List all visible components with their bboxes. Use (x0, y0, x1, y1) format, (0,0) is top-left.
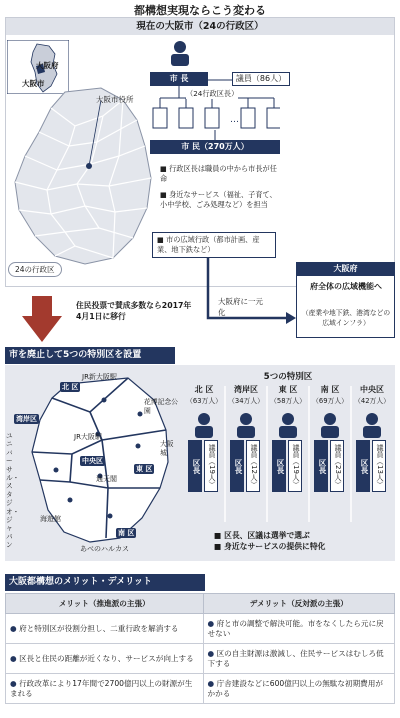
mayor-person-icon (168, 40, 192, 66)
map-label-east: 東 区 (136, 465, 153, 473)
ward-members-box-east: 議員（19人） (288, 440, 302, 492)
demerit-cell: ● 区の自主財源は激減し、住民サービスはむしろ低下する (203, 644, 394, 674)
map-label-bay: 湾岸区 (16, 415, 37, 423)
ward-head-box-central: 区長 (356, 440, 370, 492)
merit-cell: ● 区長と住民の距離が近くなり、サービスが向上する (6, 644, 204, 674)
svg-text:…: … (230, 115, 239, 125)
ward-members-box-south: 議員（23人） (330, 440, 344, 492)
map-label-abeno-harukas: あべのハルカス (80, 545, 129, 553)
table-header-row (6, 594, 395, 614)
map-label-north: 北 区 (62, 383, 79, 391)
transition-arrow (22, 296, 62, 342)
map-label-jr-shin-osaka: JR新大阪駅 (82, 373, 117, 381)
osaka-fu-label: 大阪府 (36, 61, 59, 70)
demerit-cell: ● 庁舎建設などに600億円以上の無駄な初期費用がかかる (203, 674, 394, 704)
ward-population: （42万人） (354, 397, 390, 405)
ward-members-box-north: 議員（19人） (204, 440, 218, 492)
map-label-central: 中央区 (82, 457, 103, 465)
merit-column-header: メリット（推進派の主張） (6, 594, 204, 614)
table-row (6, 614, 395, 644)
merit-cell: ● 府と特別区が役割分担し、二重行政を解消する (6, 614, 204, 644)
citizens-box: 市 民（270万人） (150, 140, 280, 154)
current-city-header: 現在の大阪市（24の行政区） (6, 18, 394, 35)
local-services-note: ■ 身近なサービス（福祉、子育て、小中学校、ごみ処理など）を担当 (160, 190, 277, 209)
map-label-osaka-castle: 大阪城 (160, 440, 174, 457)
map-label-tsutenkaku: 通天閣 (96, 475, 117, 483)
osaka-24-ward-map (5, 86, 155, 268)
ward-population: （69万人） (312, 397, 348, 405)
ward-name: 中央区 (360, 385, 384, 394)
table-row (6, 644, 395, 674)
five-wards-title: 5つの特別区 (263, 372, 313, 382)
ward-members-box-central: 議員（13人） (372, 440, 386, 492)
ward-population: （34万人） (228, 397, 264, 405)
prefecture-role-title: 府全体の広域機能へ (310, 282, 382, 291)
ward-population: （63万人） (186, 397, 222, 405)
ward-name: 北 区 (194, 385, 214, 394)
merits-header: 大阪都構想のメリット・デメリット (5, 574, 205, 591)
new-system-header: 市を廃止して5つの特別区を設置 (5, 347, 175, 364)
ward-head-box-east: 区長 (272, 440, 286, 492)
ward-head-box-north: 区長 (188, 440, 202, 492)
main-title: 都構想実現ならこう変わる (134, 4, 266, 17)
merit-cell: ● 行政改革により17年間で2700億円以上の財源が生まれる (6, 674, 204, 704)
prefecture-label: 大阪府 (296, 262, 395, 276)
ward-head-icon-bay (234, 412, 258, 438)
citizens-link (150, 130, 280, 140)
wards-count-label: 24の行政区 (8, 262, 62, 277)
merit-demerit-table (5, 593, 395, 704)
ward-officials (184, 412, 392, 522)
mayor-assembly-link (208, 76, 232, 84)
map-label-south: 南 区 (118, 529, 135, 537)
service-focus-note: ■ 身近なサービスの提供に特化 (214, 542, 326, 551)
mayor-box: 市 長 (150, 72, 208, 86)
ward-heads-label: （24行政区長） (186, 89, 239, 98)
election-note: ■ 区長、区議は選挙で選ぶ (214, 531, 310, 540)
wide-area-admin-note: ■ 市の広域行政（都市計画、産業、地下鉄など） (152, 232, 276, 258)
table-row (6, 674, 395, 704)
transition-note: 住民投票で賛成多数なら2017年4月1日に移行 (76, 301, 192, 321)
ward-head-icon-central (360, 412, 384, 438)
ward-head-box-bay: 区長 (230, 440, 244, 492)
city-hall-label: 大阪市役所 (96, 95, 134, 104)
ward-head-box-south: 区長 (314, 440, 328, 492)
ward-population: （58万人） (270, 397, 306, 405)
prefecture-role-detail: （産業や地下鉄、港湾などの広域インフラ） (301, 309, 391, 327)
ward-head-icon-south (318, 412, 342, 438)
ward-head-appointment-note: ■ 行政区長は職員の中から市長が任命 (160, 164, 277, 183)
ward-head-icon-north (192, 412, 216, 438)
consolidate-label: 大阪府に一元化 (218, 297, 263, 317)
map-label-jr-osaka: JR大阪駅 (74, 433, 102, 441)
demerit-cell: ● 府と市の調整で解決可能。市をなくしたら元に戻せない (203, 614, 394, 644)
ward-name: 東 区 (278, 385, 298, 394)
ward-name: 南 区 (320, 385, 340, 394)
ward-members-box-bay: 議員（12人） (246, 440, 260, 492)
map-label-flower-park: 花博記念公園 (144, 398, 178, 415)
map-label-usj: ユニバーサル・スタジオ・ジャパン (6, 432, 20, 550)
map-label-kaiyukan: 海遊館 (40, 515, 61, 523)
new-system-notes (214, 530, 325, 552)
assembly-box: 議員（86人） (232, 72, 290, 86)
ward-name: 湾岸区 (234, 385, 258, 394)
ward-head-icon-east (276, 412, 300, 438)
demerit-column-header: デメリット（反対派の主張） (203, 594, 394, 614)
osaka-shi-label: 大阪市 (22, 79, 45, 88)
